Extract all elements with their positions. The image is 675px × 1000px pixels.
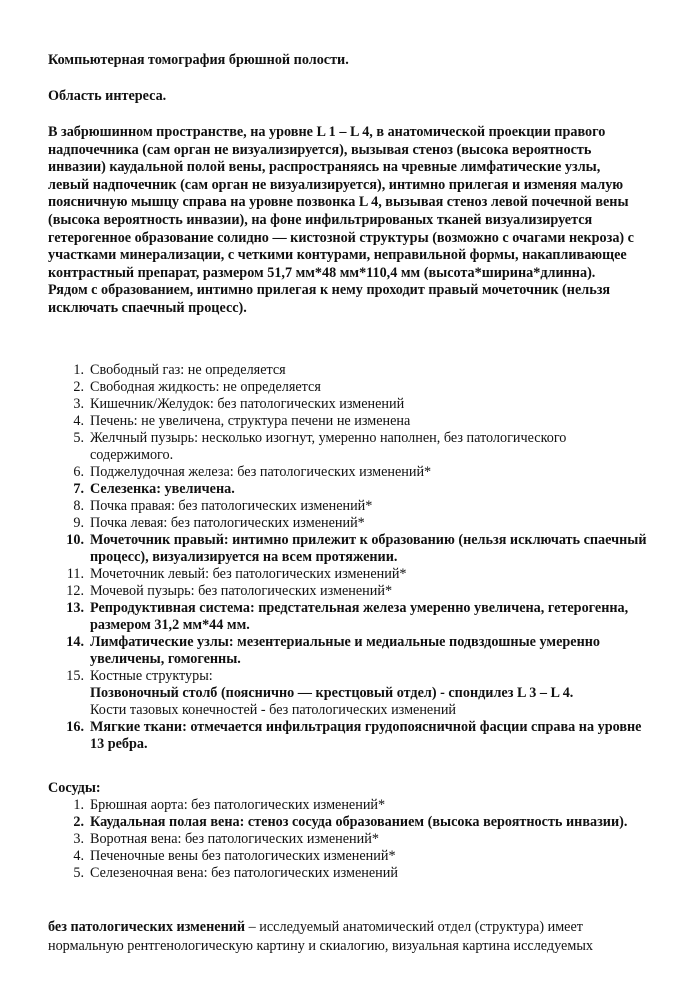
document-title: Компьютерная томография брюшной полости. (48, 52, 349, 68)
finding-item-soft-tissue: 16. Мягкие ткани: отмечается инфильтрация грудопоясничной фасции справа на уровне 13 ребра. (66, 719, 642, 752)
region-heading: Область интереса. (48, 88, 167, 104)
finding-item: 5. Желчный пузырь: несколько изогнут, умеренно наполнен, без патологического содержимого. (73, 430, 567, 463)
finding-item: 9. Почка левая: без патологических изменений* (73, 515, 365, 531)
vessel-item-caudal-vena-cava: 2. Каудальная полая вена: стеноз сосуда образованием (высока вероятность инвазии). (73, 814, 628, 830)
footer-text: – исследуемый анатомический отдел (структура) имеет нормальную рентгенологическую картину и скиалогию, визуальная картина исследуемых (48, 919, 593, 954)
finding-item: 3. Кишечник/Желудок: без патологических изменений (73, 396, 405, 412)
bone-pelvis-line: Кости тазовых конечностей - без патологических изменений (90, 702, 457, 718)
finding-item: 12. Мочевой пузырь: без патологических изменений* (66, 583, 393, 599)
vessel-item: 1. Брюшная аорта: без патологических изменений* (73, 797, 386, 813)
finding-item: 4. Печень: не увеличена, структура печени не изменена (73, 413, 411, 429)
finding-item-reproductive: 13. Репродуктивная система: предстательная железа умеренно увеличена, гетерогенна, размером 31,2 мм*44 мм. (66, 600, 629, 633)
finding-item: 8. Почка правая: без патологических изменений* (73, 498, 373, 514)
bone-spine-line: Позвоночный столб (пояснично — крестцовый отдел) - спондилез L 3 – L 4. (90, 685, 574, 701)
findings-list (48, 362, 648, 753)
vessels-list (48, 797, 648, 882)
finding-item: 6. Поджелудочная железа: без патологических изменений* (73, 464, 432, 480)
vessel-item: 5. Селезеночная вена: без патологических изменений (73, 865, 398, 881)
vessels-heading: Сосуды: (48, 780, 101, 796)
finding-item: 2. Свободная жидкость: не определяется (73, 379, 321, 395)
finding-item-bones: 15. Костные структуры: (66, 668, 213, 684)
vessel-item: 4. Печеночные вены без патологических изменений* (73, 848, 396, 864)
footer-term: без патологических изменений (48, 919, 246, 935)
finding-item-lymph-nodes: 14. Лимфатические узлы: мезентериальные и медиальные подвздошные умеренно увеличены, гомогенны. (66, 634, 601, 667)
finding-item: 11. Мочеточник левый: без патологических изменений* (66, 566, 407, 582)
intro-paragraph: В забрюшинном пространстве, на уровне L 1 – L 4, в анатомической проекции правого надпочечника (сам орган не визуализируется), вызывая стеноз (высока вероятность инвазии) каудальной полой вены, распространяясь на чревные лимфатические узлы, левый надпочечник (сам орган не визуализируется), интимно прилегая и изменяя малую поясничную мышцу справа на уровне позвонка L 4, вызывая стеноз левой почечной вены (высока вероятность инвазии), на фоне инфильтрированых тканей визуализируется гетерогенное образование солидно — кистозной структуры (возможно с очагами некроза) с участками минерализации, с четкими контурами, неправильной формы, накапливающее контрастный препарат, размером 51,7 мм*48 мм*110,4 мм (высота*ширина*длинна). Рядом с образованием, интимно прилегая к нему проходит правый мочеточник (нельзя исключать спаечный процесс). (48, 124, 634, 316)
vessel-item: 3. Воротная вена: без патологических изменений* (73, 831, 379, 847)
finding-item-right-ureter: 10. Мочеточник правый: интимно прилежит к образованию (нельзя исключать спаечный процесс), визуализируется на всем протяжении. (66, 532, 647, 565)
finding-item-spleen: 7. Селезенка: увеличена. (73, 481, 235, 497)
finding-item: 1. Свободный газ: не определяется (73, 362, 286, 378)
footer-note (48, 918, 638, 956)
